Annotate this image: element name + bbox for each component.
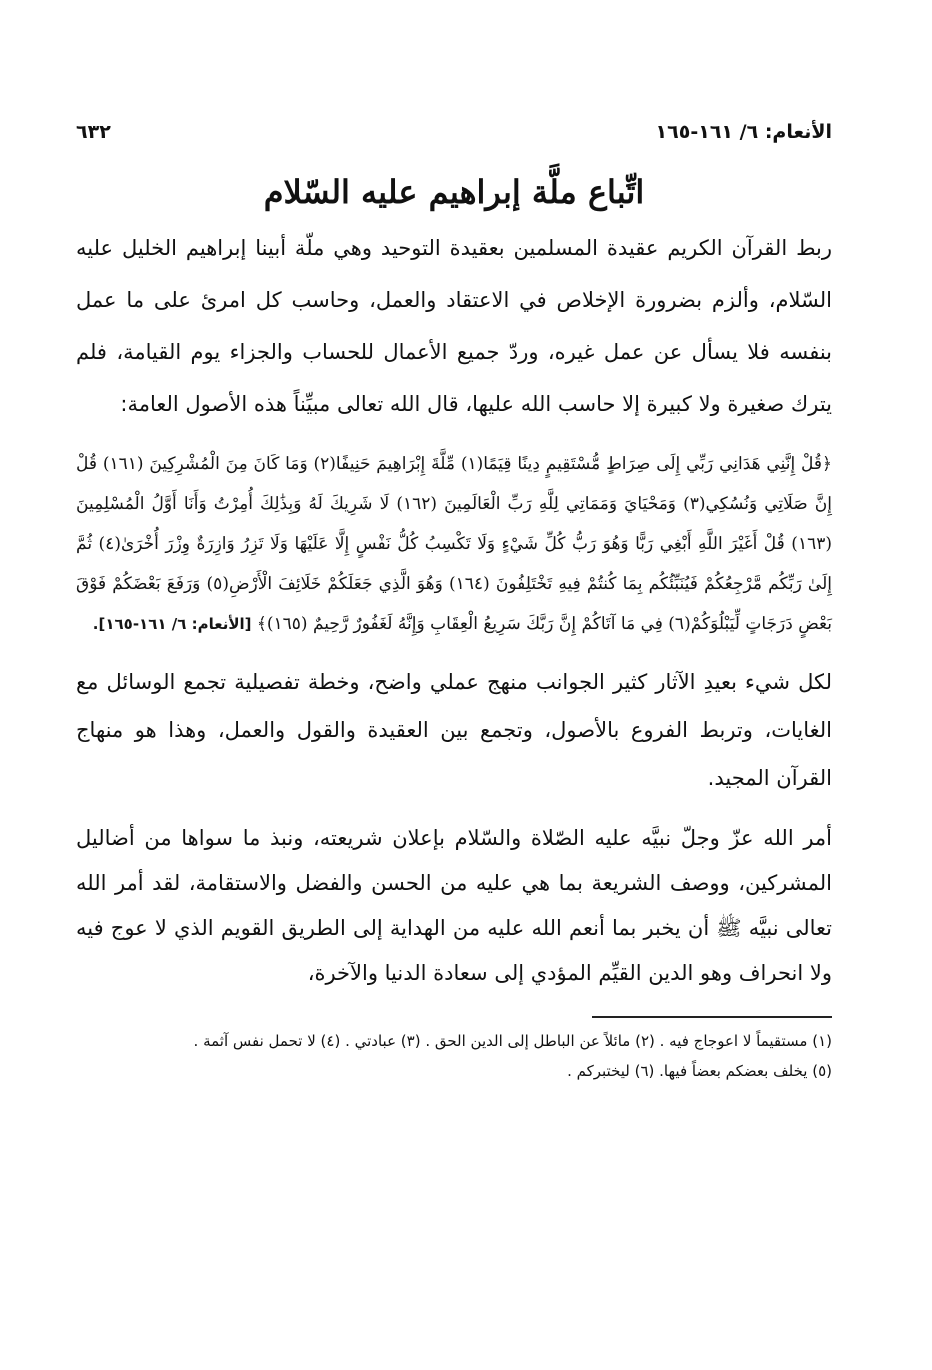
footnote-divider: [592, 1016, 832, 1018]
section-title: اتِّباع ملَّة إبراهيم عليه السّلام: [263, 173, 645, 211]
intro-paragraph: ربط القرآن الكريم عقيدة المسلمين بعقيدة التوحيد وهي ملّة أبينا إبراهيم الخليل عليه السّلام، وألزم بضرورة الإخلاص في الاعتقاد والعمل، وحاسب كل امرئ على ما عمل بنفسه فلا يسأل عن عمل غيره، وردّ جميع الأعمال للحساب والجزاء يوم القيامة، فلم يترك صغيرة ولا كبيرة إلا حاسب الله عليها، قال الله تعالى مبيِّناً هذه الأصول العامة:: [76, 236, 832, 416]
book-page: [76, 118, 832, 1086]
quran-verse-block: [76, 444, 832, 644]
page-header: [76, 118, 832, 146]
verse-text: ﴿قُلْ إِنَّنِي هَدَانِي رَبِّي إِلَى صِرَاطٍ مُّسْتَقِيمٍ دِينًا قِيَمًا(١) مِّلَّةَ إِبْرَاهِيمَ حَنِيفًا(٢) وَمَا كَانَ مِنَ الْمُشْرِكِينَ (١٦١) قُلْ إِنَّ صَلَاتِي وَنُسُكِي(٣) وَمَحْيَايَ وَمَمَاتِي لِلَّهِ رَبِّ الْعَالَمِينَ (١٦٢) لَا شَرِيكَ لَهُ وَبِذَٰلِكَ أُمِرْتُ وَأَنَا أَوَّلُ الْمُسْلِمِينَ (١٦٣) قُلْ أَغَيْرَ اللَّهِ أَبْغِي رَبًّا وَهُوَ رَبُّ كُلِّ شَيْءٍ وَلَا تَكْسِبُ كُلُّ نَفْسٍ إِلَّا عَلَيْهَا وَلَا تَزِرُ وَازِرَةٌ وِزْرَ أُخْرَىٰ(٤) ثُمَّ إِلَىٰ رَبِّكُم مَّرْجِعُكُمْ فَيُنَبِّئُكُم بِمَا كُنتُمْ فِيهِ تَخْتَلِفُونَ (١٦٤) وَهُوَ الَّذِي جَعَلَكُمْ خَلَائِفَ الْأَرْضِ(٥) وَرَفَعَ بَعْضَكُمْ فَوْقَ بَعْضٍ دَرَجَاتٍ لِّيَبْلُوَكُمْ(٦) فِي مَا آتَاكُمْ إِنَّ رَبَّكَ سَرِيعُ الْعِقَابِ وَإِنَّهُ لَغَفُورٌ رَّحِيمٌ (١٦٥)﴾: [76, 454, 833, 634]
running-title: الأنعام: ٦/ ١٦١-١٦٥: [655, 121, 832, 143]
footnote-line: (١) مستقيماً لا اعوجاج فيه . (٢) مائلاً عن الباطل إلى الدين الحق . (٣) عبادتي . (٤) لا تحمل نفس آثمة .: [193, 1032, 832, 1050]
footnote-line: (٥) يخلف بعضكم بعضاً فيها. (٦) ليختبركم .: [567, 1062, 832, 1080]
body-paragraph-2: لكل شيء بعيدِ الآثار كثير الجوانب منهج عملي واضح، وخطة تفصيلية تجمع الوسائل مع الغايات، وتربط الفروع بالأصول، وتجمع بين العقيدة والقول والعمل، وهذا هو منهاج القرآن المجيد.: [76, 670, 832, 790]
footnotes: [76, 1026, 832, 1086]
verse-reference: [الأنعام: ٦/ ١٦١-١٦٥].: [92, 615, 252, 633]
page-number: ٦٣٢: [76, 121, 111, 143]
body-paragraph-3: أمر الله عزّ وجلّ نبيَّه عليه الصّلاة والسّلام بإعلان شريعته، ونبذ ما سواها من أضاليل المشركين، ووصف الشريعة بما هي عليه من الحسن والفضل والاستقامة، لقد أمر الله تعالى نبيَّه ﷺ أن يخبر بما أنعم الله عليه من الهداية إلى الطريق القويم الذي لا عوج فيه ولا انحراف وهو الدين القيِّم المؤدي إلى سعادة الدنيا والآخرة،: [76, 826, 832, 985]
